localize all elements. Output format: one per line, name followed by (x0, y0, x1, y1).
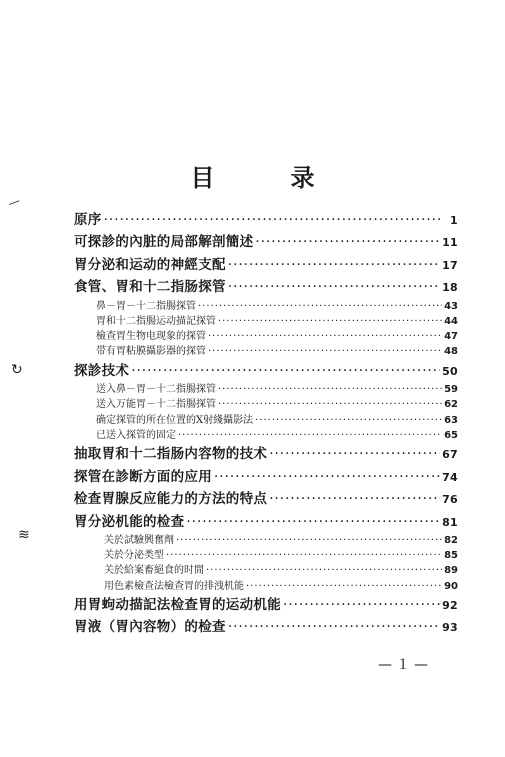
toc-entry (74, 329, 458, 344)
leader-dots (218, 397, 442, 412)
leader-dots (228, 276, 440, 298)
toc-entry-label: 胃分泌和运动的神經支配 (74, 256, 226, 273)
leader-dots (218, 382, 442, 397)
toc-entry-label: 探診技术 (74, 362, 130, 379)
toc-entry-page: 81 (442, 515, 458, 529)
toc-entry (74, 397, 458, 412)
leader-dots (178, 428, 442, 443)
toc-entry-page: 59 (444, 384, 458, 396)
leader-dots (283, 594, 440, 616)
toc-entry (74, 360, 458, 382)
leader-dots (104, 209, 442, 231)
toc-entry (74, 594, 458, 616)
toc-entry-label: 檢查胃生物电现象的探管 (96, 331, 206, 343)
toc-entry (74, 548, 458, 563)
toc-entry-page: 93 (442, 621, 458, 635)
toc-entry (74, 488, 458, 510)
toc-entry-page: 65 (444, 430, 458, 442)
toc-entry (74, 382, 458, 397)
toc-entry-label: 用色素檢查法檢查胃的排洩机能 (104, 580, 244, 592)
margin-mark-icon: — (5, 193, 23, 211)
toc-entry-label: 探管在診断方面的应用 (74, 468, 212, 485)
page-number: —１— (378, 657, 432, 673)
table-of-contents (74, 209, 458, 639)
margin-mark-icon: ≋ (18, 527, 30, 543)
toc-entry (74, 254, 458, 276)
leader-dots (214, 466, 440, 488)
toc-entry-page: 82 (444, 534, 458, 546)
toc-entry (74, 443, 458, 465)
toc-entry (74, 428, 458, 443)
margin-mark-icon: ↻ (11, 362, 23, 378)
toc-entry-page: 63 (444, 414, 458, 426)
toc-entry-page: 85 (444, 550, 458, 562)
toc-entry (74, 276, 458, 298)
leader-dots (269, 488, 440, 510)
toc-entry (74, 511, 458, 533)
leader-dots (176, 533, 442, 548)
toc-entry (74, 231, 458, 253)
toc-entry-page: 1 (450, 214, 458, 227)
toc-entry-page: 50 (442, 364, 458, 378)
toc-entry (74, 413, 458, 428)
toc-entry-page: 62 (444, 399, 458, 411)
toc-entry-label: 食管、胃和十二指肠探管 (74, 279, 226, 296)
toc-entry-label: 送入万能胃－十二指腸探管 (96, 399, 216, 411)
toc-entry-page: 47 (444, 331, 458, 343)
toc-entry-page: 43 (444, 300, 458, 312)
toc-entry (74, 314, 458, 329)
toc-entry (74, 209, 458, 231)
toc-entry-label: 带有胃粘膜攝影器的探管 (96, 346, 206, 358)
leader-dots (228, 254, 440, 276)
toc-entry-page: 48 (444, 346, 458, 358)
leader-dots (246, 579, 442, 594)
leader-dots (228, 616, 440, 638)
toc-entry-label: 胃分泌机能的检查 (74, 513, 185, 530)
leader-dots (131, 360, 440, 382)
toc-entry-label: 原序 (74, 212, 102, 228)
toc-entry-label: 可探診的內脏的局部解剖簡述 (74, 234, 254, 251)
leader-dots (218, 314, 442, 329)
toc-entry-page: 67 (442, 448, 458, 462)
page-title: 目 录 (190, 164, 341, 192)
leader-dots (208, 329, 442, 344)
leader-dots (269, 443, 440, 465)
toc-entry-page: 76 (442, 493, 458, 507)
toc-entry-label: 确定探管的所在位置的X射綫攝影法 (96, 414, 254, 426)
toc-entry (74, 466, 458, 488)
toc-entry-label: 用胃蚼动描記法检查胃的运动机能 (74, 597, 281, 614)
toc-entry-page: 90 (444, 580, 458, 592)
leader-dots (206, 563, 442, 578)
toc-entry-page: 89 (444, 565, 458, 577)
toc-entry-label: 关於分泌类型 (104, 550, 164, 562)
toc-entry-label: 关於試驗興奮劑 (104, 534, 174, 546)
toc-entry-label: 胃和十二指腸运动描記探管 (96, 315, 216, 327)
toc-entry (74, 299, 458, 314)
toc-entry-label: 胃液（胃內容物）的检查 (74, 619, 226, 636)
toc-entry (74, 344, 458, 359)
toc-entry-label: 已送入探管的固定 (96, 430, 176, 442)
toc-entry-label: 检查胃腺反应能力的方法的特点 (74, 491, 268, 508)
toc-entry-page: 92 (442, 599, 458, 613)
toc-entry (74, 533, 458, 548)
leader-dots (255, 413, 442, 428)
leader-dots (198, 299, 442, 314)
toc-entry-label: 关於給案畜絕食的时間 (104, 565, 204, 577)
toc-entry (74, 563, 458, 578)
toc-entry-page: 44 (444, 315, 458, 327)
toc-entry (74, 579, 458, 594)
toc-entry-label: 抽取胃和十二指肠内容物的技术 (74, 446, 268, 463)
leader-dots (186, 511, 440, 533)
toc-entry-page: 18 (442, 281, 458, 295)
toc-entry-label: 送入鼻－胃－十二指腸探管 (96, 384, 216, 396)
leader-dots (255, 231, 440, 253)
leader-dots (166, 548, 442, 563)
toc-entry-page: 11 (442, 236, 458, 250)
toc-entry-page: 17 (442, 258, 458, 272)
leader-dots (208, 344, 442, 359)
toc-entry (74, 616, 458, 638)
toc-entry-page: 74 (442, 470, 458, 484)
toc-entry-label: 鼻－胃－十二指腸探管 (96, 300, 196, 312)
